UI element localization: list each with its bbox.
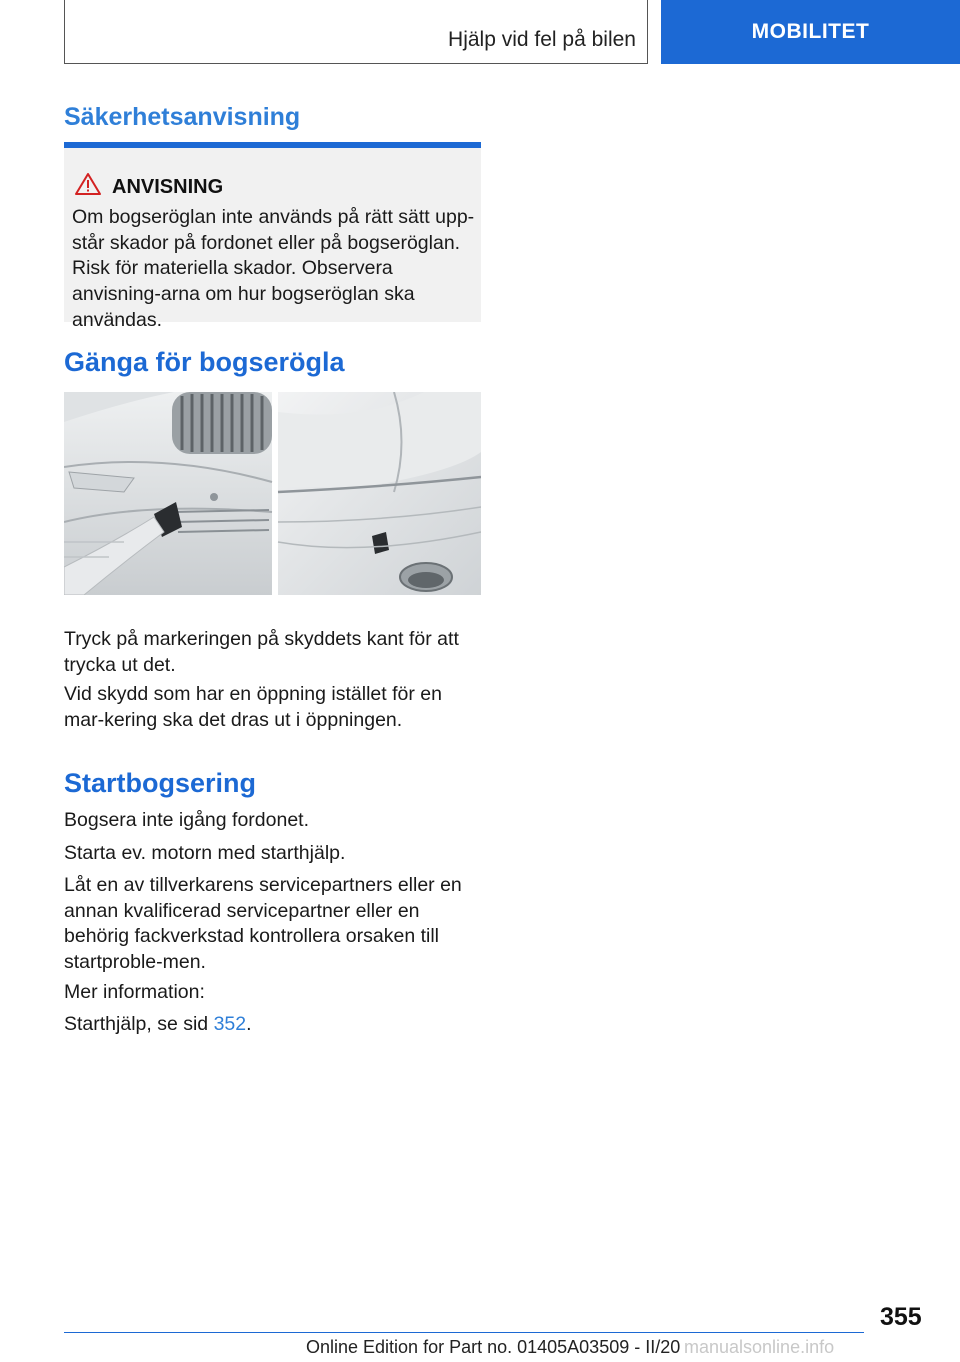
warning-triangle-icon [74, 172, 102, 196]
footer-watermark: manualsonline.info [684, 1337, 835, 1357]
page-number: 355 [880, 1303, 922, 1331]
front-bumper-view [64, 392, 272, 595]
chapter-tab-label: MOBILITET [751, 20, 870, 43]
start-paragraph-4: Mer information: [64, 981, 205, 1003]
chapter-tab[interactable] [661, 0, 960, 64]
towing-eye-cover-image [64, 392, 481, 595]
start-paragraph-2: Starta ev. motorn med starthjälp. [64, 842, 346, 864]
warning-title: ANVISNING [112, 176, 224, 198]
start-heading: Startbogsering [64, 768, 257, 798]
safety-heading: Säkerhetsanvisning [64, 103, 301, 131]
thread-paragraph-2: Vid skydd som har en öppning istället för en mar-kering ska det dras ut i öppningen. [64, 683, 442, 731]
thread-heading: Gänga för bogserögla [64, 347, 345, 377]
header-section-title: Hjälp vid fel på bilen [448, 28, 636, 51]
warning-box [64, 142, 481, 331]
start-reference [64, 1012, 480, 1038]
footer-edition: Online Edition for Part no. 01405A03509 - II/20 [306, 1337, 681, 1357]
footer-divider [64, 1332, 864, 1333]
rear-bumper-view [278, 392, 481, 595]
start-reference-suffix: . [246, 1013, 252, 1035]
warning-text: Om bogseröglan inte används på rätt sätt upp-står skador på fordonet eller på bogseröglan. Risk för materiella skador. Observera anvisning-arna om hur bogseröglan ska användas. [72, 206, 475, 331]
start-paragraph-3: Låt en av tillverkarens servicepartners eller en annan kvalificerad servicepartner eller en behörig fackverkstad kontrollera orsaken till startproble-men. [64, 874, 462, 974]
thread-paragraph-1: Tryck på markeringen på skyddets kant för att trycka ut det. [64, 628, 459, 676]
start-paragraph-1: Bogsera inte igång fordonet. [64, 809, 310, 831]
page-link-352[interactable]: 352 [213, 1013, 247, 1035]
start-reference-prefix: Starthjälp, se sid [64, 1013, 214, 1035]
